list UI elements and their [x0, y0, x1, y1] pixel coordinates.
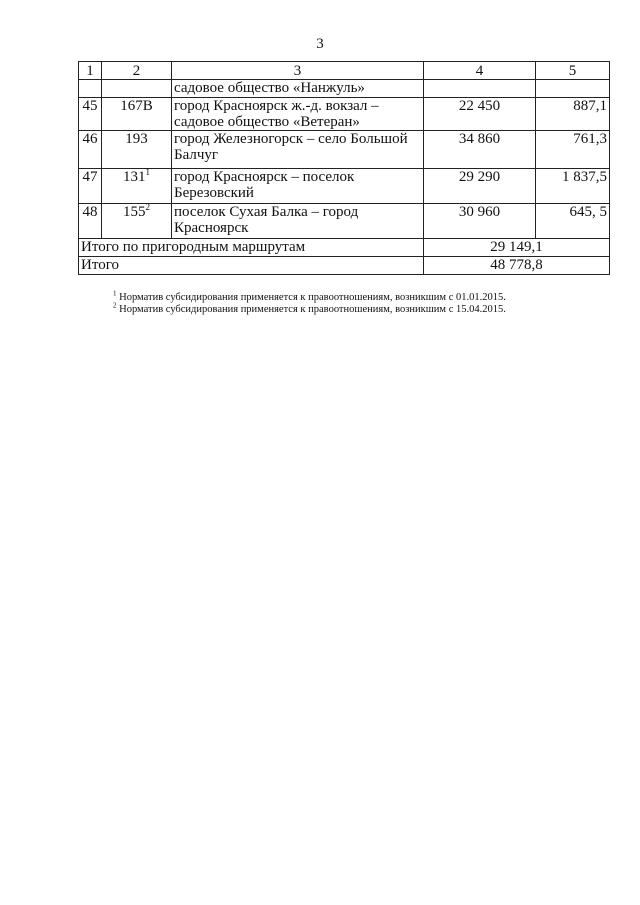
cell-value-4: 34 860: [424, 131, 536, 169]
cell-number: 45: [79, 98, 102, 131]
cell-value-5: [536, 80, 610, 98]
footnotes: [113, 289, 593, 316]
cell-route: [102, 204, 172, 239]
footnote-mark: 1: [113, 289, 117, 298]
header-cell-4: 4: [424, 62, 536, 80]
route-name-line: Красноярск: [174, 220, 249, 236]
cell-value-5: 1 837,5: [536, 169, 610, 204]
route-name-line: город Железногорск – село Большой: [174, 131, 408, 147]
route-name-line: Балчуг: [174, 147, 219, 163]
cell-number: 46: [79, 131, 102, 169]
cell-route: [102, 131, 172, 169]
table-row: [79, 204, 610, 239]
footnote-mark: 2: [113, 301, 117, 310]
cell-route-name: [172, 169, 424, 204]
cell-number: 47: [79, 169, 102, 204]
route-number: 167В: [120, 98, 153, 114]
cell-number: 48: [79, 204, 102, 239]
route-name-line: поселок Сухая Балка – город: [174, 204, 359, 220]
route-name-line: город Красноярск ж.-д. вокзал –: [174, 98, 379, 114]
cell-route-name: [172, 98, 424, 131]
table-row: [79, 131, 610, 169]
cell-route-name: [172, 131, 424, 169]
cell-value-5: 761,3: [536, 131, 610, 169]
footnote-2: [113, 301, 593, 316]
header-cell-3: 3: [172, 62, 424, 80]
route-footnote-mark: 1: [145, 167, 150, 177]
total-row-suburban: [79, 239, 610, 257]
cell-route: [102, 98, 172, 131]
cell-value-4: 30 960: [424, 204, 536, 239]
total-value: 29 149,1: [424, 239, 610, 257]
table-row-continuation: [79, 80, 610, 98]
total-value: 48 778,8: [424, 257, 610, 275]
cell-route: [102, 169, 172, 204]
cell-value-5: 887,1: [536, 98, 610, 131]
cell-value-5: 645, 5: [536, 204, 610, 239]
table-header-row: [79, 62, 610, 80]
footnote-1: [113, 289, 593, 304]
routes-table: [78, 61, 610, 275]
header-cell-2: 2: [102, 62, 172, 80]
total-row-overall: [79, 257, 610, 275]
cell-value-4: 22 450: [424, 98, 536, 131]
route-name-line: город Красноярск – поселок: [174, 169, 355, 185]
route-number: 155: [123, 204, 146, 220]
header-cell-5: 5: [536, 62, 610, 80]
total-label: Итого: [79, 257, 424, 275]
route-number: 193: [125, 131, 148, 147]
route-number: 131: [123, 169, 146, 185]
cell-route: [102, 80, 172, 98]
route-footnote-mark: 2: [145, 202, 150, 212]
table-row: [79, 169, 610, 204]
page-number: 3: [316, 36, 324, 52]
cell-value-4: 29 290: [424, 169, 536, 204]
total-label: Итого по пригородным маршрутам: [79, 239, 424, 257]
footnote-text: Норматив субсидирования применяется к правоотношениям, возникшим с 01.01.2015.: [119, 292, 506, 303]
header-cell-1: 1: [79, 62, 102, 80]
route-name-line: Березовский: [174, 185, 254, 201]
route-name-line: садовое общество «Ветеран»: [174, 114, 360, 130]
cell-route-name: садовое общество «Нанжуль»: [172, 80, 424, 98]
cell-value-4: [424, 80, 536, 98]
cell-number: [79, 80, 102, 98]
footnote-text: Норматив субсидирования применяется к правоотношениям, возникшим с 15.04.2015.: [119, 304, 506, 315]
table-row: [79, 98, 610, 131]
cell-route-name: [172, 204, 424, 239]
